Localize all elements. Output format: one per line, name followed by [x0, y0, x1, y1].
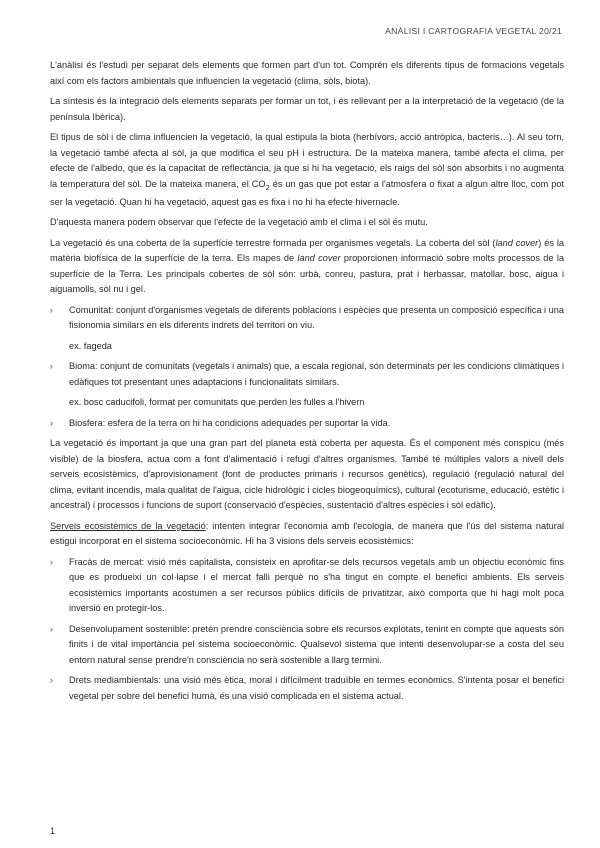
list-item-sustainable-development [50, 622, 564, 669]
running-header: ANÀLISI I CARTOGRAFIA VEGETAL 20/21 [385, 26, 562, 36]
italic-term: land cover [495, 237, 539, 248]
subscript-2: 2 [265, 182, 270, 192]
document-body [50, 58, 564, 709]
text-run: El tipus de sòl i de clima influencien la vegetació, la qual estipula la biota (herbívors, acció antròpica, bacteris…). Al seu torn, la vegetació també afecta al sòl, ja que modifica el seu pH i estructura. De la mateixa manera, també afecta el clima, per efecte de l'albedo, que és la capacitat de reflectància, ja que si hi ha vegetació, els raigs del sòl són absorbits i no augmenta la temperatura del sòl. De la mateixa manera, el CO [50, 132, 564, 189]
bullet-chevron-icon: › [50, 556, 54, 567]
list-item-text: Fracàs de mercat: visió més capitalista, consisteix en aprofitar-se dels recursos vegetals amb un objectiu econòmic fins que es produeixi un col·lapse i el mercat falli perquè no s'ha tingut en compte el benefici ambients. Els serveis ecosistèmics importants acostumen a ser recursos públics difícils de privatitzar, això comporta que hi hagi molt poca inversió en protegir-los. [69, 556, 564, 614]
list-item-text: Bioma: conjunt de comunitats (vegetals i animals) que, a escala regional, són determinats per les condicions climàtiques i edàfiques tot presentant unes adaptacions i funcionalitats similars. [69, 361, 564, 387]
paragraph-analysis: L'anàlisi és l'estudi per separat dels elements que formen part d'un tot. Comprén els diferents tipus de formacions vegetals així com els factors ambientals que influencien la vegetació (clima, sòls, biota). [50, 60, 564, 86]
list-item-biosphere [50, 416, 564, 432]
list-item-text: Drets mediambientals: una visió més ètica, moral i difícilment traduïble en termes econòmics. S'intenta posar el benefici vegetal per sobre del benefici humà, és una visió complicada en el sistema actual. [69, 675, 564, 701]
underlined-term: Serveis ecosistèmics de la vegetació [50, 520, 206, 531]
paragraph-ecosystem-services [50, 519, 564, 550]
paragraph-land-cover [50, 236, 564, 298]
bullet-chevron-icon: › [50, 675, 54, 686]
list-item-community [50, 303, 564, 334]
paragraph-soil-climate [50, 130, 564, 210]
text-run: proporcionen informació sobre molts processos de la superfície de la Terra. Les principals cobertes de sòl són: urbà, conreu, pastura, prat i herbassar, matollar, bosc, aigua i aiguamolls, sòl nu i gel. [50, 253, 564, 295]
text-run: La vegetació és una coberta de la superfície terrestre formada per organismes vegetals. La coberta del sòl ( [50, 237, 496, 248]
bullet-chevron-icon: › [50, 304, 54, 315]
list-item-text: Biosfera: esfera de la terra on hi ha condicions adequades per suportar la vida. [69, 417, 391, 428]
bullet-chevron-icon: › [50, 417, 54, 428]
paragraph-synthesis: La síntesis és la integració dels elements separats per formar un tot, i és rellevant per a la interpretació de la vegetació (de la península Ibèrica). [50, 96, 564, 122]
list-item-biome [50, 359, 564, 390]
list-item-text: Desenvolupament sostenible: pretén prendre consciència sobre els recursos explotats, tenint en compte que aquests són finits i de vital importància pel sistema socioeconòmic. Qualsevol sistema que intenti desenvolupar-se a costa del seu entorn natural sense prendre'n consciència no serà sostenible a llarg termini. [69, 623, 564, 665]
example-biome: ex. bosc caducifoli, format per comunitats que perden les fulles a l'hivern [69, 397, 365, 408]
text-run: és un gas que pot estar a l'atmosfera o fixat a algun altre lloc, com pot ser la vegetació. Quan hi ha vegetació, aquest gas es fixa i no hi ha efecte hivernacle. [50, 178, 564, 207]
bullet-chevron-icon: › [50, 361, 54, 372]
example-community: ex. fageda [69, 340, 112, 351]
list-item-market-failure [50, 555, 564, 617]
paragraph-mutual-effect: D'aquesta manera podem observar que l'efecte de la vegetació amb el clima i el sòl és mutu. [50, 217, 428, 228]
bullet-chevron-icon: › [50, 623, 54, 634]
text-run: ) és la matèria biofísica de la superfície de la terra. Els mapes de [50, 237, 565, 264]
text-run: : intenten integrar l'economia amb l'ecologia, de manera que l'ús del sistema natural estigui incorporat en el sistema socioeconòmic. Hi ha 3 visions dels serveis ecosistèmics: [50, 520, 565, 547]
page-number: 1 [50, 826, 56, 836]
italic-term: land cover [297, 253, 341, 264]
list-item-text: Comunitat: conjunt d'organismes vegetals de diferents poblacions i espècies que presenta un composició específica i una fisionomia similars en els diferents indrets del territori on viu. [69, 304, 564, 331]
paragraph-importance: La vegetació és important ja que una gran part del planeta està coberta per aquesta. És el component més conspicu (més visible) de la biosfera, actua com a font d'alimentació i refugi d'altres organismes. També té múltiples valors a nivell dels serveis ecosistèmics, d'aprovisionament (font de productes primaris i recursos genètics), regulació (regulació natural del clima, evitant incendis, mala qualitat de l'aigua, cicle hidrològic i cicles biogeoquímics), cultural (ecoturisme, educació, estètic i ancestral) i processos i funcions de suport (conservació d'espècies, sustentació d'altres espècies i sòl edàfic). [50, 438, 564, 511]
list-item-environmental-rights [50, 673, 564, 704]
